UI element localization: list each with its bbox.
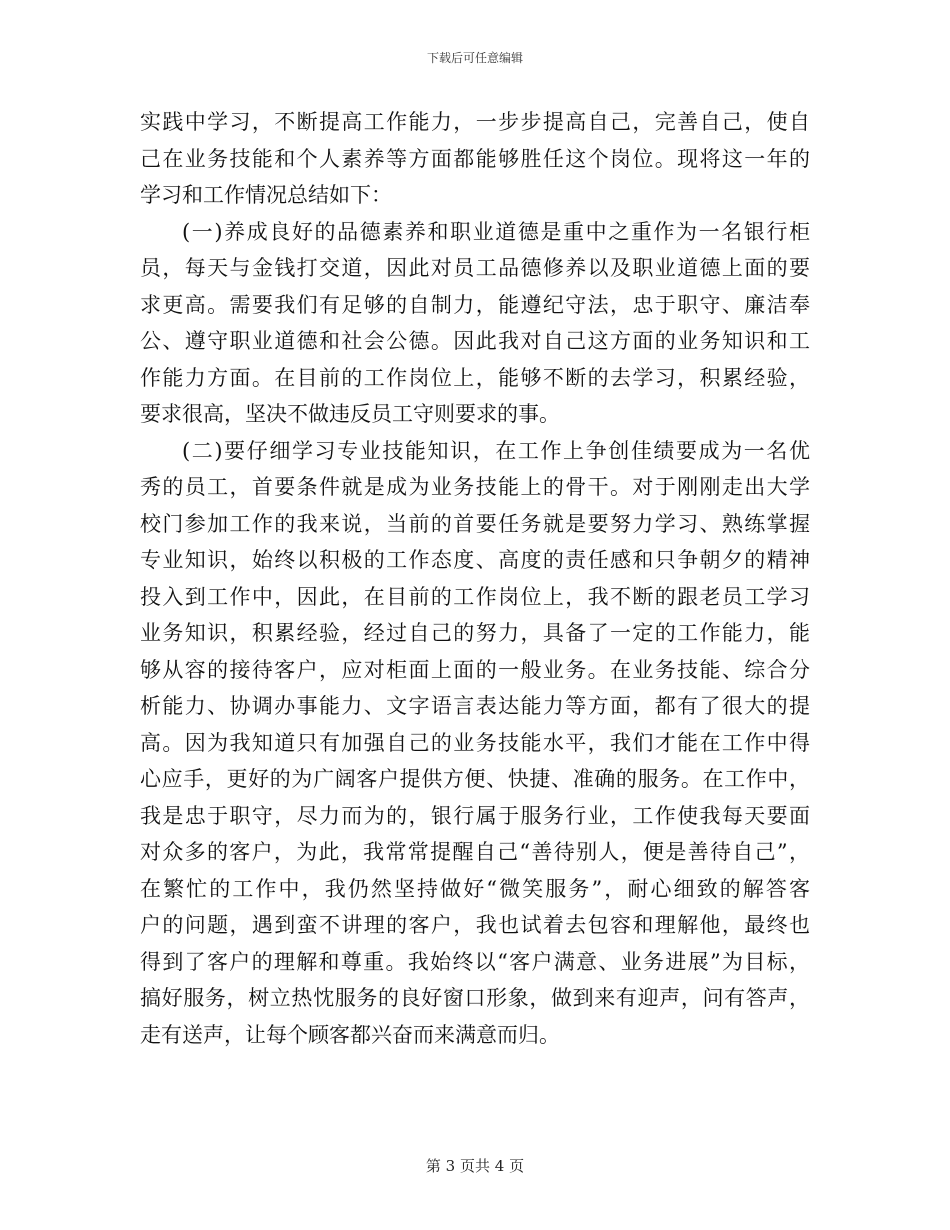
text-line: 校门参加工作的我来说，当前的首要任务就是要努力学习、熟练掌握 [140,511,810,536]
text-line: 心应手，更好的为广阔客户提供方便、快捷、准确的服务。在工作中， [140,767,810,791]
text-line: 要求很高，坚决不做违反员工守则要求的事。 [140,402,560,426]
text-line: 秀的员工，首要条件就是成为业务技能上的骨干。对于刚刚走出大学 [140,475,810,499]
text-line: 够从容的接待客户，应对柜面上面的一般业务。在业务技能、综合分 [140,657,810,682]
text-line: 搞好服务，树立热忱服务的良好窗口形象，做到来有迎声，问有答声， [140,986,810,1010]
text-line: 公、遵守职业道德和社会公德。因此我对自己这方面的业务知识和工 [140,329,810,353]
text-line: 走有送声，让每个顾客都兴奋而来满意而归。 [140,1022,560,1047]
text-line: 在繁忙的工作中，我仍然坚持做好“微笑服务”，耐心细致的解答客 [140,876,810,901]
text-line: 作能力方面。在目前的工作岗位上，能够不断的去学习，积累经验， [140,365,810,390]
text-line: 投入到工作中，因此，在目前的工作岗位上，我不断的跟老员工学习 [140,584,810,609]
text-line: 己在业务技能和个人素养等方面都能够胜任这个岗位。现将这一年的 [140,146,810,171]
page-header: 下载后可任意编辑 [426,51,523,65]
text-line: 对众多的客户，为此，我常常提醒自己“善待别人，便是善待自己”， [140,840,810,864]
text-line: 得到了客户的理解和尊重。我始终以“客户满意、业务进展”为目标， [140,949,810,974]
text-line: 高。因为我知道只有加强自己的业务技能水平，我们才能在工作中得 [140,730,810,755]
document-body [140,104,810,1053]
text-line: 析能力、协调办事能力、文字语言表达能力等方面，都有了很大的提 [140,694,810,718]
text-line: 业务知识，积累经验，经过自己的努力，具备了一定的工作能力，能 [140,621,810,645]
text-line: 专业知识，始终以积极的工作态度、高度的责任感和只争朝夕的精神 [140,548,810,572]
page-number: 第 3 页共 4 页 [425,1157,525,1175]
text-line: 实践中学习，不断提高工作能力，一步步提高自己，完善自己，使自 [140,110,810,134]
text-line: 户的问题，遇到蛮不讲理的客户，我也试着去包容和理解他，最终也 [140,913,810,937]
text-line: (二)要仔细学习专业技能知识，在工作上争创佳绩要成为一名优 [182,438,810,463]
text-line: 学习和工作情况总结如下： [140,183,392,207]
text-line: 我是忠于职守，尽力而为的，银行属于服务行业，工作使我每天要面 [140,803,810,828]
text-line: 求更高。需要我们有足够的自制力，能遵纪守法，忠于职守、廉洁奉 [140,292,810,317]
text-line: 员，每天与金钱打交道，因此对员工品德修养以及职业道德上面的要 [140,256,810,280]
text-line: (一)养成良好的品德素养和职业道德是重中之重作为一名银行柜 [182,219,810,244]
